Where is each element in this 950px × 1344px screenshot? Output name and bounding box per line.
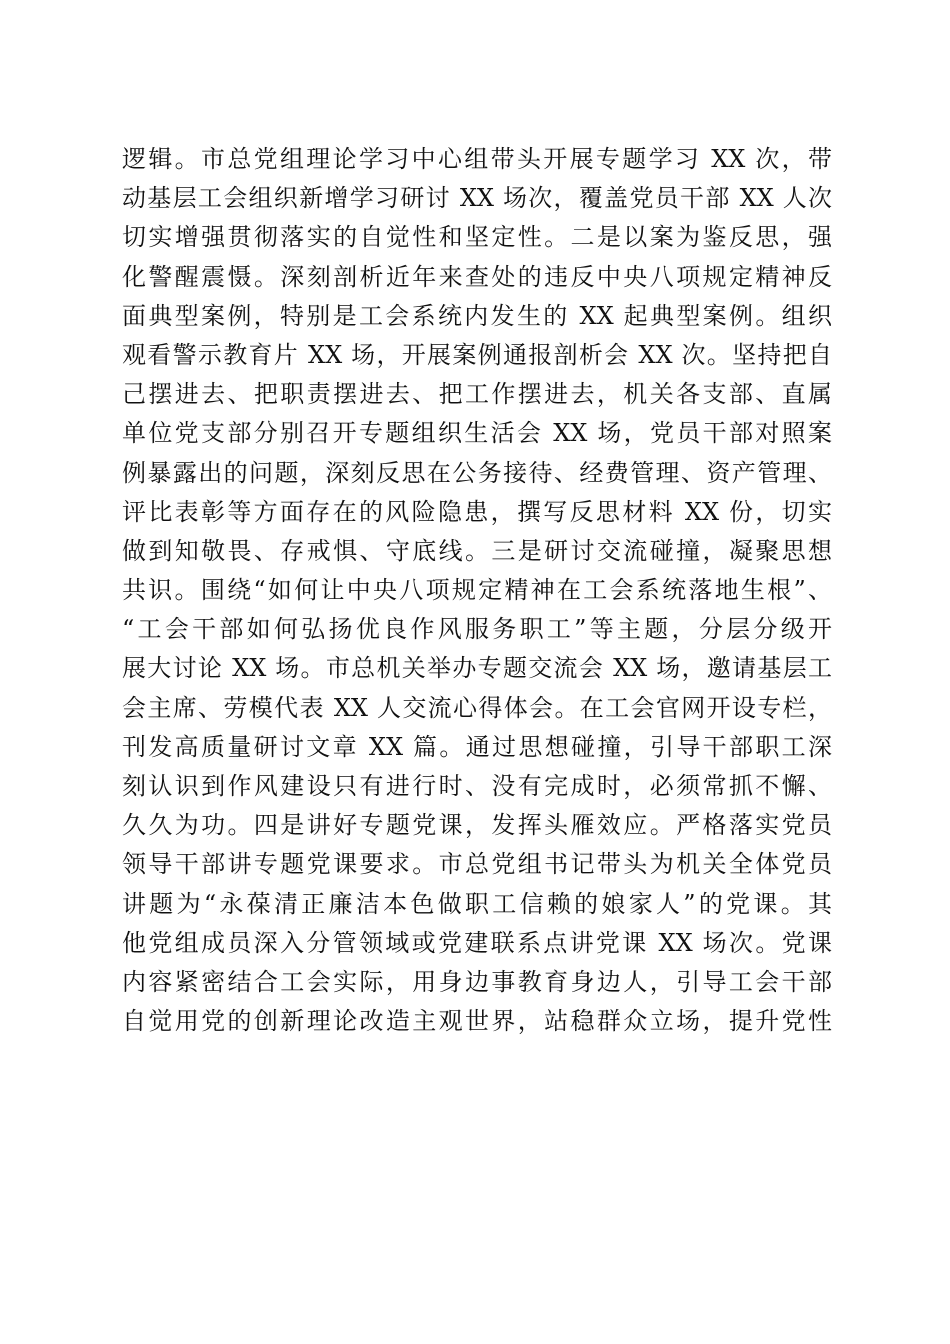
text-line: 切实增强贯彻落实的自觉性和坚定性。二是以案为鉴反思，强 bbox=[122, 223, 832, 252]
text-line: 久久为功。四是讲好专题党课，发挥头雁效应。严格落实党员 bbox=[122, 811, 832, 840]
text-line: “工会干部如何弘扬优良作风服务职工”等主题，分层分级开 bbox=[122, 615, 832, 644]
text-line: 评比表彰等方面存在的风险隐患，撰写反思材料 XX 份，切实 bbox=[122, 497, 832, 526]
text-line: 观看警示教育片 XX 场，开展案例通报剖析会 XX 次。坚持把自 bbox=[122, 340, 832, 369]
text-line: 展大讨论 XX 场。市总机关举办专题交流会 XX 场，邀请基层工 bbox=[122, 654, 832, 683]
text-line: 刊发高质量研讨文章 XX 篇。通过思想碰撞，引导干部职工深 bbox=[122, 732, 832, 761]
text-line: 他党组成员深入分管领域或党建联系点讲党课 XX 场次。党课 bbox=[122, 928, 832, 957]
text-line: 会主席、劳模代表 XX 人交流心得体会。在工会官网开设专栏， bbox=[122, 693, 832, 722]
text-line: 内容紧密结合工会实际，用身边事教育身边人，引导工会干部 bbox=[122, 967, 832, 996]
text-line: 共识。围绕“如何让中央八项规定精神在工会系统落地生根”、 bbox=[122, 576, 832, 605]
text-line: 领导干部讲专题党课要求。市总党组书记带头为机关全体党员 bbox=[122, 850, 832, 879]
text-line: 己摆进去、把职责摆进去、把工作摆进去，机关各支部、直属 bbox=[122, 380, 832, 409]
text-line: 讲题为“永葆清正廉洁本色做职工信赖的娘家人”的党课。其 bbox=[122, 889, 832, 918]
text-line: 做到知敬畏、存戒惧、守底线。三是研讨交流碰撞，凝聚思想 bbox=[122, 536, 832, 565]
body-paragraph bbox=[122, 140, 832, 1041]
text-line: 化警醒震慑。深刻剖析近年来查处的违反中央八项规定精神反 bbox=[122, 262, 832, 291]
text-line: 自觉用党的创新理论改造主观世界，站稳群众立场，提升党性 bbox=[122, 1007, 832, 1036]
text-line: 面典型案例，特别是工会系统内发生的 XX 起典型案例。组织 bbox=[122, 301, 832, 330]
text-line: 逻辑。市总党组理论学习中心组带头开展专题学习 XX 次，带 bbox=[122, 145, 832, 173]
text-line: 刻认识到作风建设只有进行时、没有完成时，必须常抓不懈、 bbox=[122, 772, 832, 800]
text-line: 例暴露出的问题，深刻反思在公务接待、经费管理、资产管理、 bbox=[122, 458, 832, 487]
text-line: 单位党支部分别召开专题组织生活会 XX 场，党员干部对照案 bbox=[122, 419, 832, 448]
text-line: 动基层工会组织新增学习研讨 XX 场次，覆盖党员干部 XX 人次 bbox=[122, 184, 832, 213]
